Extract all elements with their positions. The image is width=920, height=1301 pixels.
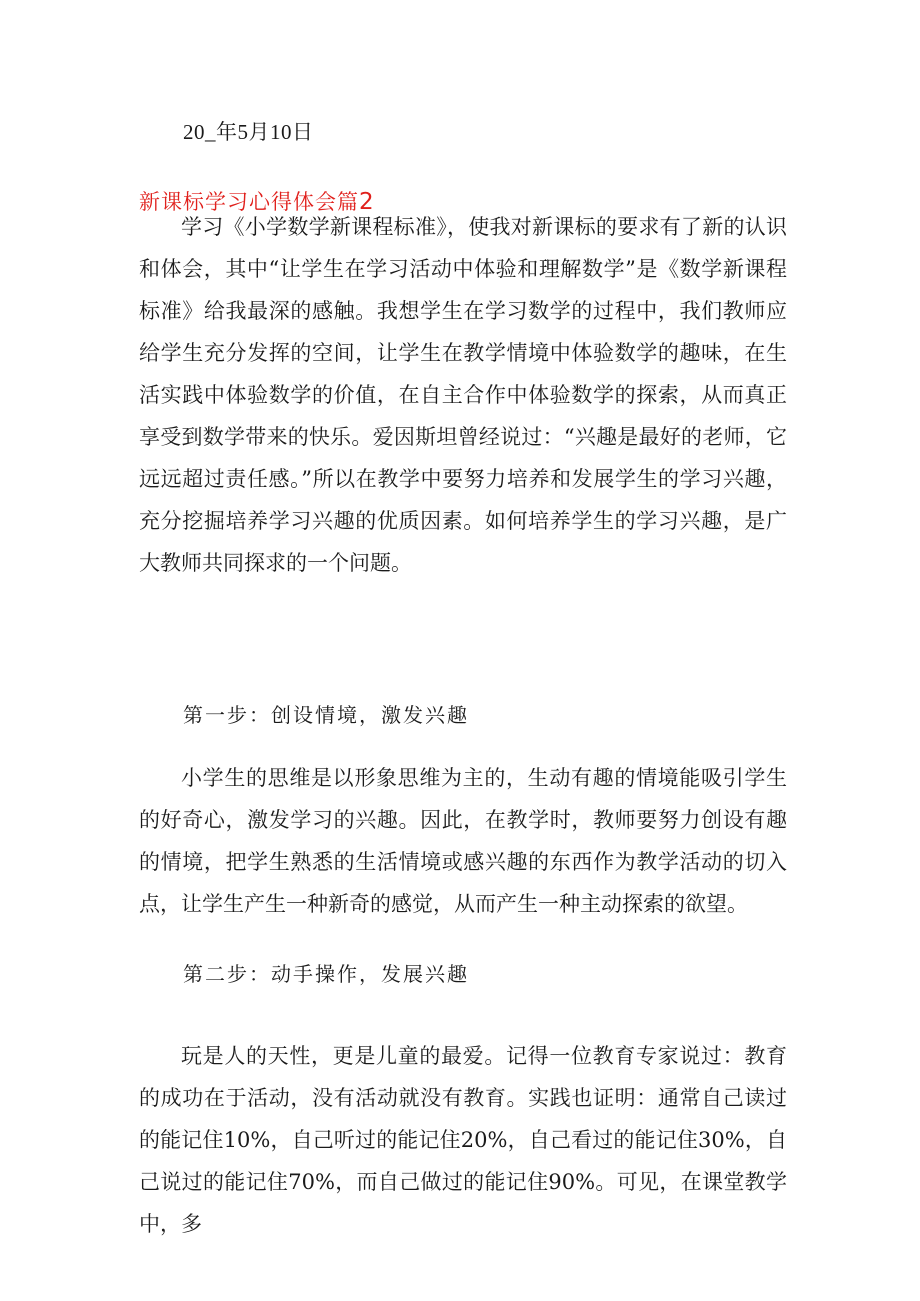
section-heading-text: 新课标学习心得体会篇	[139, 190, 359, 214]
paragraph-step-2: 玩是人的天性，更是儿童的最爱。记得一位教育专家说过：教育的成功在于活动，没有活动就没有教育。实践也证明：通常自己读过的能记住10%，自己听过的能记住20%，自己看过的能记住30%，自己说过的能记住70%，而自己做过的能记住90%。可见，在课堂教学中，多	[139, 1044, 787, 1236]
paragraph-step-1: 小学生的思维是以形象思维为主的，生动有趣的情境能吸引学生的好奇心，激发学习的兴趣。因此，在教学时，教师要努力创设有趣的情境，把学生熟悉的生活情境或感兴趣的东西作为教学活动的切入点，让学生产生一种新奇的感觉，从而产生一种主动探索的欲望。	[139, 766, 787, 916]
section-heading-number: 2	[359, 189, 375, 215]
document-date: 20_年5月10日	[183, 120, 314, 144]
paragraph-intro: 学习《小学数学新课程标准》，使我对新课标的要求有了新的认识和体会，其中“让学生在学习活动中体验和理解数学”是《数学新课程标准》给我最深的感触。我想学生在学习数学的过程中，我们教师应给学生充分发挥的空间，让学生在教学情境中体验数学的趣味，在生活实践中体验数学的价值，在自主合作中体验数学的探索，从而真正享受到数学带来的快乐。爱因斯坦曾经说过：“兴趣是最好的老师，它远远超过责任感。”所以在教学中要努力培养和发展学生的学习兴趣，充分挖掘培养学习兴趣的优质因素。如何培养学生的学习兴趣，是广大教师共同探求的一个问题。	[139, 215, 787, 575]
step-heading-2: 第二步：动手操作，发展兴趣	[183, 962, 469, 986]
step-heading-1: 第一步：创设情境，激发兴趣	[183, 703, 469, 727]
